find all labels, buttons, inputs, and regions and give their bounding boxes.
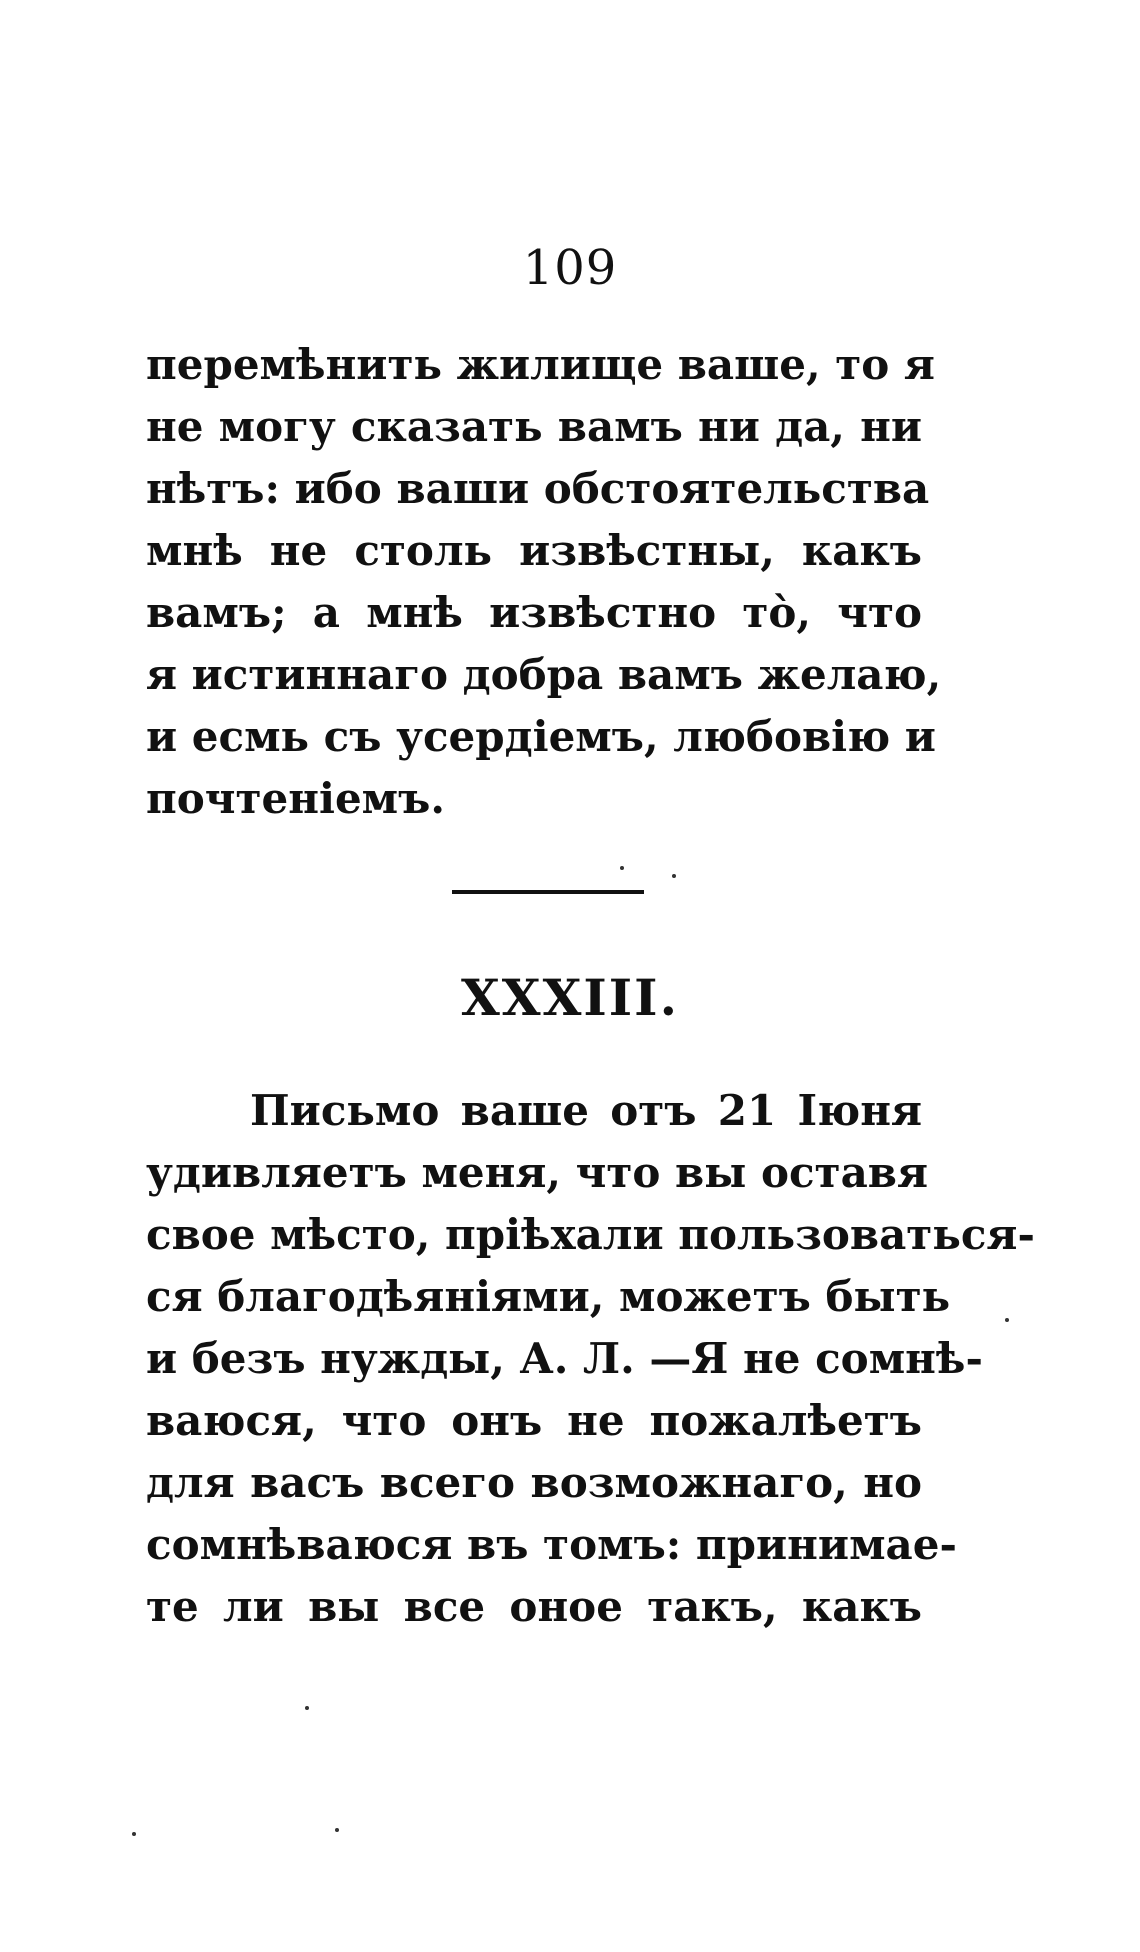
text-line: ся благодѣяніями, можетъ быть <box>146 1272 951 1321</box>
section-divider <box>452 890 644 894</box>
page-number: 109 <box>522 240 618 296</box>
text-line: вамъ; а мнѣ извѣстно то̀, что <box>146 588 922 637</box>
section-heading: XXXIII. <box>461 968 679 1027</box>
print-speck <box>620 866 624 870</box>
text-line: для васъ всего возможнаго, но <box>146 1458 922 1507</box>
print-speck <box>132 1832 136 1836</box>
print-speck <box>305 1706 309 1710</box>
text-line: я истиннаго добра вамъ желаю, <box>146 650 942 699</box>
print-speck <box>672 874 676 878</box>
print-speck <box>335 1828 339 1832</box>
text-line: нѣтъ: ибо ваши обстоятельства <box>146 464 930 513</box>
print-speck <box>1005 1318 1009 1322</box>
text-line: и есмь съ усердіемъ, любовію и <box>146 712 936 761</box>
paragraph-continued <box>146 334 942 830</box>
text-line: перемѣнить жилище ваше, то я <box>146 340 935 389</box>
letter-paragraph <box>146 1080 1035 1638</box>
text-line: те ли вы все оное такъ, какъ <box>146 1582 922 1631</box>
text-line: почтеніемъ. <box>146 774 445 823</box>
text-line: свое мѣсто, пріѣхали пользоваться- <box>146 1210 1035 1259</box>
text-line: удивляетъ меня, что вы оставя <box>146 1148 929 1197</box>
text-line: не могу сказать вамъ ни да, ни <box>146 402 922 451</box>
text-line: сомнѣваюся въ томъ: принимае- <box>146 1520 957 1569</box>
text-line: и безъ нужды, А. Л. —Я не сомнѣ- <box>146 1334 983 1383</box>
text-line: мнѣ не столь извѣстны, какъ <box>146 526 922 575</box>
text-line: ваюся, что онъ не пожалѣетъ <box>146 1396 922 1445</box>
text-line: Письмо ваше отъ 21 Іюня <box>250 1086 922 1135</box>
